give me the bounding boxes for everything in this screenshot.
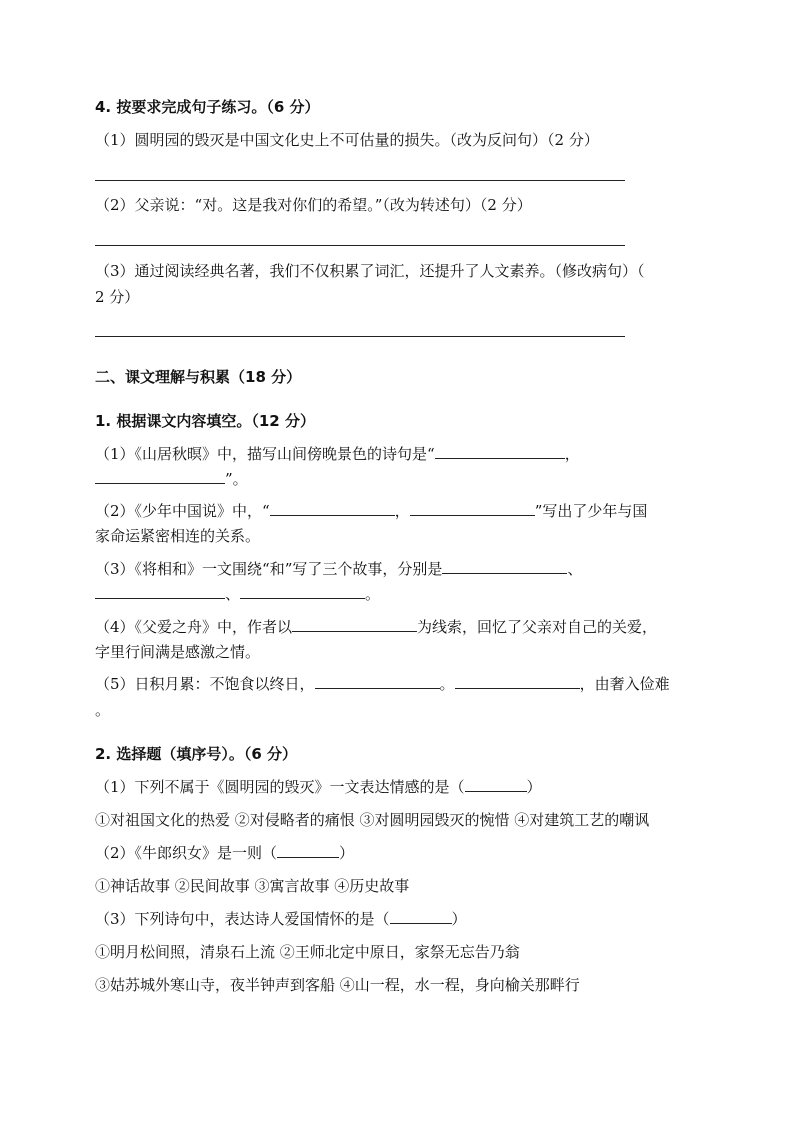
punct: ， [564,445,580,463]
fill-item-2-text: （2）《少年中国说》中，“ [95,502,270,520]
fill-item-1-cont [95,468,248,490]
answer-blank[interactable] [465,776,527,792]
q4-title: 4. 按要求完成句子练习。（6 分） [95,98,320,116]
answer-line[interactable] [95,245,625,246]
fill-item-5-text-b: ，由奢入俭难 [579,675,670,693]
choice-q3-text: （3）下列诗句中，表达诗人爱国情怀的是（ [95,910,390,928]
fill-item-1-text: （1）《山居秋暝》中，描写山间傍晚景色的诗句是“ [95,445,435,463]
fill-item-4-text: （4）《父爱之舟》中，作者以 [95,618,293,636]
punct: 、 [225,585,241,603]
fill-item-3 [95,558,582,580]
blank[interactable] [410,500,535,516]
blank[interactable] [95,468,225,484]
punct: 。 [439,675,455,693]
choice-q3-options-1: ①明月松间照，清泉石上流 ②王师北定中原日，家祭无忘告乃翁 [95,943,520,961]
choice-q1-text: （1）下列不属于《圆明园的毁灭》一文表达情感的是（ [95,778,465,796]
answer-blank[interactable] [390,908,452,924]
fill-item-4-cont: 字里行间满是感激之情。 [95,643,261,661]
fill-item-3-cont [95,583,380,605]
punct: ） [451,910,467,928]
blank[interactable] [455,673,580,689]
blank[interactable] [240,583,365,599]
fill-item-1 [95,443,580,465]
fill-item-2-text-b: ”写出了少年与国 [534,502,648,520]
answer-line[interactable] [95,336,625,337]
blank[interactable] [315,673,440,689]
answer-blank[interactable] [277,842,339,858]
choice-q2-text: （2）《牛郎织女》是一则（ [95,844,278,862]
choice-q3-options-2: ③姑苏城外寒山寺，夜半钟声到客船 ④山一程，水一程，身向榆关那畔行 [95,976,580,994]
blank[interactable] [435,443,565,459]
choice-q1-options: ①对祖国文化的热爱 ②对侵略者的痛恨 ③对圆明园毁灭的惋惜 ④对建筑工艺的嘲讽 [95,811,650,829]
fill-item-2-cont: 家命运紧密相连的关系。 [95,527,261,545]
blank[interactable] [270,500,395,516]
q4-item-3-line2: 2 分） [95,288,140,306]
fill-item-4 [95,616,657,638]
fill-item-2 [95,500,647,522]
q4-item-2: （2）父亲说：“对。这是我对你们的希望。”（改为转述句）（2 分） [95,196,532,214]
fill-title: 1. 根据课文内容填空。（12 分） [95,412,315,430]
blank[interactable] [442,558,567,574]
choice-q2-options: ①神话故事 ②民间故事 ③寓言故事 ④历史故事 [95,877,410,895]
fill-item-5-text: （5）日积月累：不饱食以终日， [95,675,315,693]
punct: ”。 [225,470,248,488]
punct: ） [339,844,355,862]
punct: ） [526,778,542,796]
blank[interactable] [95,583,225,599]
choice-q2 [95,842,354,864]
choice-q1 [95,776,542,798]
answer-line[interactable] [95,180,625,181]
punct: ， [394,502,410,520]
fill-item-4-text-b: 为线索，回忆了父亲对自己的关爱， [417,618,658,636]
fill-item-5 [95,673,670,695]
section-2-heading: 二、课文理解与积累（18 分） [95,368,302,386]
choice-q3 [95,908,467,930]
fill-item-3-text: （3）《将相和》一文围绕“和”写了三个故事，分别是 [95,560,443,578]
choice-title: 2. 选择题（填序号）。（6 分） [95,745,298,763]
q4-item-1: （1）圆明园的毁灭是中国文化史上不可估量的损失。（改为反问句）（2 分） [95,131,599,149]
blank[interactable] [292,616,417,632]
fill-item-5-cont: 。 [95,701,111,719]
punct: 。 [365,585,381,603]
q4-item-3-line1: （3）通过阅读经典名著，我们不仅积累了词汇，还提升了人文素养。（修改病句）（ [95,262,645,280]
punct: 、 [567,560,583,578]
